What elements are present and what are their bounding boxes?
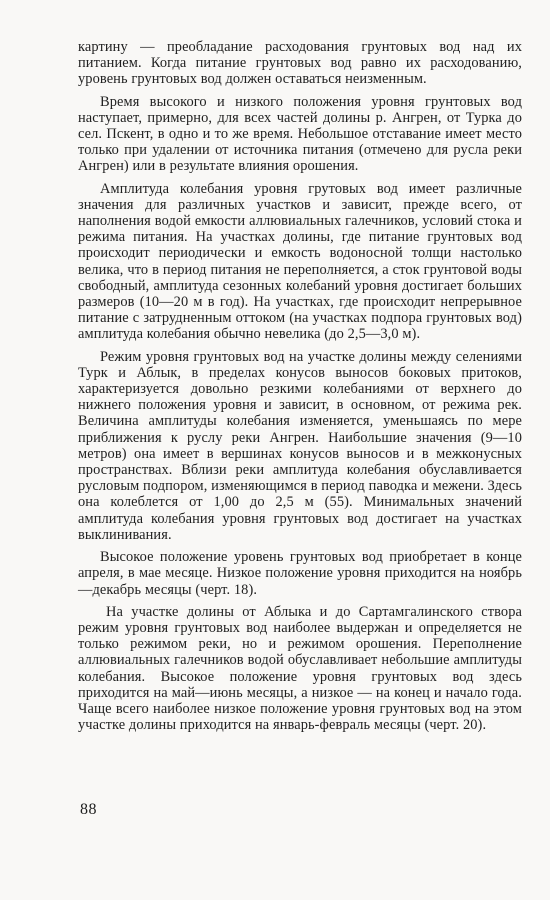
page-number: 88	[80, 801, 97, 818]
paragraph-4: Режим уровня грунтовых вод на участке долины между селениями Турк и Аблык, в пределах конусов выносов боковых притоков, характеризуется довольно резкими колебаниями от верхнего до нижнего положения уровня и зависит, в основном, от режима рек. Величина амплитуды колебания изменяется, уменьшаясь по мере приближения к руслу реки Ангрен. Наибольшие значения (9—10 метров) она имеет в вершинах конусов выносов и в межконусных пространствах. Вблизи реки амплитуда колебания обуславливается русловым подпором, изменяющимся в период паводка и межени. Здесь она колеблется от 1,00 до 2,5 м (55). Минимальных значений амплитуда колебания уровня грунтовых вод достигает на участках выклинивания.	[78, 348, 523, 543]
paragraph-6: На участке долины от Аблыка и до Сартамгалинского створа режим уровня грунтовых вод наиболее выдержан и определяется не только режимом реки, но и режимом орошения. Переполнение аллювиальных галечников водой обуславливает небольшие амплитуды колебания. Высокое положение уровня грунтовых вод здесь приходится на май—июнь месяцы, а низкое — на конец и начало года. Чаще всего наиболее низкое положение уровня грунтовых вод на этом участке долины приходится на январь-февраль месяцы (черт. 20).	[78, 603, 522, 734]
paragraph-1: картину — преобладание расходования грунтовых вод над их питанием. Когда питание грунтовых вод равно их расходованию, уровень грунтовых вод должен оставаться неизменным.	[78, 39, 522, 88]
paragraph-3: Амплитуда колебания уровня грутовых вод имеет различные значения для различных участков и зависит, прежде всего, от наполнения водой емкости аллювиальных галечников, условий стока и режима питания. На участках долины, где питание грунтовых вод происходит периодически и емкость водоносной толщи настолько велика, что в период питания не переполняется, а сток грунтовой воды свободный, амплитуда сезонных колебаний уровня достигает больших размеров (10—20 м в год). На участках, где происходит непрерывное питание с затрудненным оттоком (на участках подпора грунтовых вод) амплитуда колебания обычно невелика (до 2,5—3,0 м).	[78, 180, 522, 343]
body-text	[78, 39, 522, 739]
paragraph-5: Высокое положение уровень грунтовых вод приобретает в конце апреля, в мае месяце. Низкое положение уровня приходится на ноябрь—декабрь месяцы (черт. 18).	[78, 549, 522, 598]
paragraph-2: Время высокого и низкого положения уровня грунтовых вод наступает, примерно, для всех частей долины р. Ангрен, от Турка до сел. Пскент, в одно и то же время. Небольшое отставание имеет место только при удалении от источника питания (отмечено для русла реки Ангрен) или в результате влияния орошения.	[78, 93, 522, 175]
